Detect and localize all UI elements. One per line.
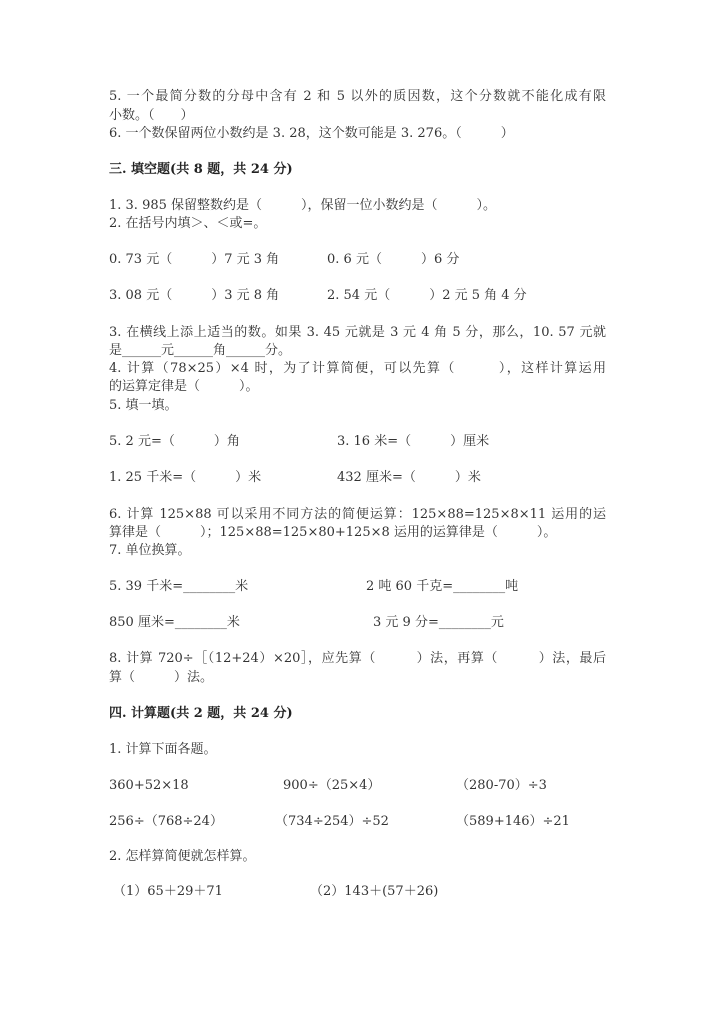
expression: （2）143＋(57＋26): [310, 884, 439, 899]
conversion-item: 5. 2 元=（ ）角: [109, 434, 240, 449]
judge-question-5-line1: 5. 一个最简分数的分母中含有 2 和 5 以外的质因数，这个分数就不能化成有限: [109, 89, 606, 104]
conversion-item: 3. 16 米=（ ）厘米: [337, 434, 490, 449]
expression: （589+146）÷21: [456, 814, 570, 829]
fill-question-4-line2: 的运算定律是（ ）。: [109, 379, 259, 394]
expression: 256÷（768÷24）: [109, 814, 223, 829]
fill-question-6-line1: 6. 计算 125×88 可以采用不同方法的简便运算：125×88=125×8×11 运用的运: [109, 507, 606, 522]
expression: （280-70）÷3: [456, 778, 547, 793]
unit-item: 5. 39 千米=________米: [109, 579, 249, 594]
expression: 360+52×18: [109, 778, 189, 793]
expression: （1）65＋29＋71: [113, 884, 223, 899]
fill-question-5: 5. 填一填。: [109, 398, 178, 413]
calc-question-1: 1. 计算下面各题。: [109, 742, 217, 757]
compare-item: 2. 54 元（ ）2 元 5 角 4 分: [327, 288, 527, 303]
calc-question-2: 2. 怎样算简便就怎样算。: [109, 849, 256, 864]
fill-question-1: 1. 3. 985 保留整数约是（ ），保留一位小数约是（ ）。: [109, 198, 497, 213]
fill-question-8-line2: 算（ ）法。: [109, 670, 214, 685]
unit-item: 2 吨 60 千克=________吨: [366, 579, 519, 594]
judge-question-6: 6. 一个数保留两位小数约是 3. 28，这个数可能是 3. 276。（ ）: [109, 126, 514, 141]
fill-question-2: 2. 在括号内填＞、＜或=。: [109, 216, 267, 231]
fill-question-6-line2: 算律是（ ）；125×88=125×80+125×8 运用的运算律是（ ）。: [109, 525, 557, 540]
compare-item: 0. 73 元（ ）7 元 3 角: [109, 252, 280, 267]
unit-item: 850 厘米=________米: [109, 615, 240, 630]
conversion-item: 1. 25 千米=（ ）米: [109, 470, 262, 485]
fill-question-7: 7. 单位换算。: [109, 543, 191, 558]
judge-question-5-line2: 小数。（ ）: [109, 108, 194, 123]
fill-question-3-line2: 是______元______角______分。: [109, 343, 292, 358]
fill-question-4-line1: 4. 计算（78×25）×4 时，为了计算简便，可以先算（ ），这样计算运用: [109, 361, 606, 376]
conversion-item: 432 厘米=（ ）米: [337, 470, 481, 485]
fill-question-8-line1: 8. 计算 720÷［（12+24）×20］，应先算（ ）法，再算（ ）法，最后: [109, 651, 606, 666]
unit-item: 3 元 9 分=________元: [373, 615, 504, 630]
section-heading-calc: 四. 计算题(共 2 题，共 24 分): [109, 706, 293, 721]
expression: 900÷（25×4）: [283, 778, 381, 793]
expression: （734÷254）÷52: [275, 814, 389, 829]
section-heading-fill: 三. 填空题(共 8 题，共 24 分): [109, 162, 293, 177]
fill-question-3-line1: 3. 在横线上添上适当的数。如果 3. 45 元就是 3 元 4 角 5 分，那么，10. 57 元就: [109, 325, 606, 340]
compare-item: 3. 08 元（ ）3 元 8 角: [109, 288, 280, 303]
compare-item: 0. 6 元（ ）6 分: [327, 252, 460, 267]
